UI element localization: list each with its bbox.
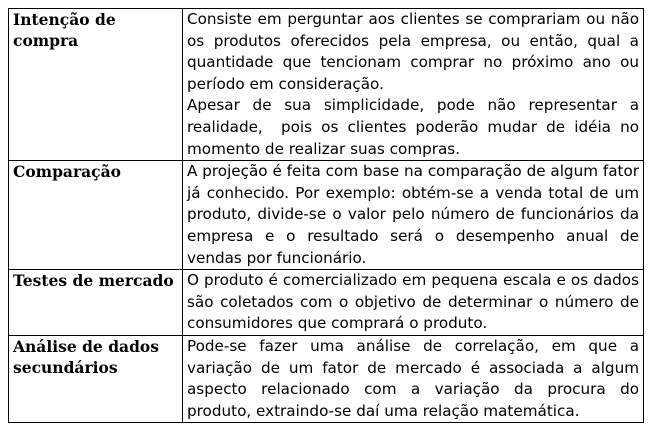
table-row-analise-de-dados-secundarios <box>9 335 644 422</box>
row-label: Comparação <box>9 161 183 270</box>
row-label: Testes de mercado <box>9 270 183 336</box>
description-paragraph: O produto é comercializado em pequena escala e os dados são coletados com o objetivo de determinar o número de consumidores que comprará o produto. <box>187 271 639 333</box>
description-paragraph: Pode-se fazer uma análise de correlação, em que a variação de um fator de mercado é associada a algum aspecto relacionado com a variação da procura do produto, extraindo-se daí uma relação matemática. <box>187 336 639 420</box>
row-description <box>183 9 644 161</box>
table-row-intencao-de-compra <box>9 9 644 161</box>
row-description <box>183 270 644 336</box>
description-paragraph: Consiste em perguntar aos clientes se comprariam ou não os produtos oferecidos pela empresa, ou então, qual a quantidade que tencionam comprar no próximo ano ou período em consideração. <box>187 10 639 93</box>
row-description <box>183 335 644 422</box>
description-paragraph: A projeção é feita com base na comparação de algum fator já conhecido. Por exemplo: obtém-se a venda total de um produto, divide-se o valor pelo número de funcionários da empresa e o resultado será o desempenho anual de vendas por funcionário. <box>187 162 639 267</box>
row-label: Análise de dados secundários <box>9 335 183 422</box>
row-label: Intenção de compra <box>9 9 183 161</box>
description-paragraph: Apesar de sua simplicidade, pode não representar a realidade, pois os clientes poderão mudar de idéia no momento de realizar suas compras. <box>187 96 644 158</box>
table-row-comparacao <box>9 161 644 270</box>
table-row-testes-de-mercado <box>9 270 644 336</box>
row-description <box>183 161 644 270</box>
forecast-methods-table <box>8 8 644 423</box>
